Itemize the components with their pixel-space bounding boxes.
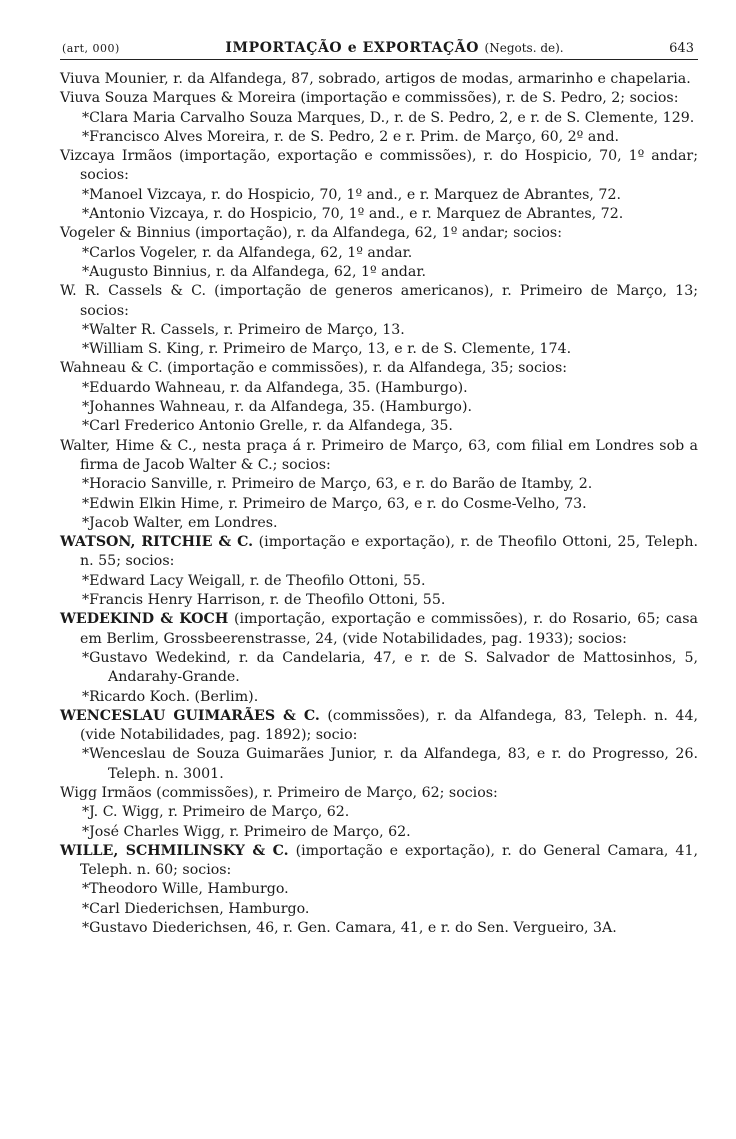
firm-details: (importação e commissões), r. de S. Pedro, 2; socios: [295,90,679,107]
partner-entry [60,128,698,147]
entry-list [60,70,698,938]
firm-details: (commissões), r. da Alfandega, 83, Teleph. n. 44, (vide Notabilidades, pag. 1892); socio: [80,707,698,744]
partner-details: *Augusto Binnius, r. da Alfandega, 62, 1º andar. [82,263,427,280]
firm-entry [60,359,698,378]
partner-entry [60,109,698,128]
partner-entry [60,244,698,263]
page-header [60,40,698,60]
partner-entry [60,880,698,899]
partner-entry [60,186,698,205]
partner-details: *Edwin Elkin Hime, r. Primeiro de Março, 63, e r. do Cosme-Velho, 73. [82,495,587,512]
firm-details: (importação e commissões), r. da Alfandega, 35; socios: [162,360,568,377]
partner-details: *Carl Diederichsen, Hamburgo. [82,900,310,917]
firm-entry [60,533,698,572]
firm-details: r. da Alfandega, 87, sobrado, artigos de modas, armarinho e chapelaria. [168,71,691,87]
firm-name: Viuva Souza Marques & Moreira [60,90,296,107]
partner-details: *Gustavo Wedekind, r. da Candelaria, 47, e r. de S. Salvador de Mattosinhos, 5, Andarahy-Grande. [82,649,698,686]
title-subtitle: (Negots. de). [484,41,564,55]
partner-entry [60,823,698,842]
page-number: 643 [669,41,694,56]
firm-name: Wigg Irmãos [60,784,152,801]
partner-entry [60,340,698,359]
partner-details: *William S. King, r. Primeiro de Março, 13, e r. de S. Clemente, 174. [82,341,572,358]
firm-details: (importação, exportação e commissões), r. do Rosario, 65; casa em Berlim, Grossbeerenstrasse, 24, (vide Notabilidades, pag. 1933); socios: [80,611,698,647]
header-left-label: (art, 000) [62,42,120,55]
partner-entry [60,321,698,340]
partner-details: *Francis Henry Harrison, r. de Theofilo Ottoni, 55. [82,592,446,609]
partner-entry [60,379,698,398]
partner-entry [60,263,698,282]
partner-details: *Theodoro Wille, Hamburgo. [82,881,289,898]
partner-details: *Carl Frederico Antonio Grelle, r. da Alfandega, 35. [82,418,453,435]
firm-entry [60,282,698,321]
partner-details: *Clara Maria Carvalho Souza Marques, D., r. de S. Pedro, 2, e r. de S. Clemente, 129. [82,109,695,126]
firm-entry [60,610,698,649]
partner-details: *Antonio Vizcaya, r. do Hospicio, 70, 1º and., e r. Marquez de Abrantes, 72. [82,206,624,223]
firm-entry [60,437,698,476]
partner-details: *Edward Lacy Weigall, r. de Theofilo Ottoni, 55. [82,572,426,589]
firm-entry [60,224,698,243]
firm-details: nesta praça á r. Primeiro de Março, 63, com filial em Londres sob a firma de Jacob Walter & C.; socios: [80,437,698,473]
firm-entry [60,784,698,803]
partner-entry [60,495,698,514]
partner-details: *José Charles Wigg, r. Primeiro de Março, 62. [82,823,411,840]
firm-details: (importação), r. da Alfandega, 62, 1º andar; socios: [190,225,562,242]
firm-name: Walter, Hime & C., [60,437,197,454]
firm-name: Vogeler & Binnius [60,225,191,242]
partner-details: *Johannes Wahneau, r. da Alfandega, 35. (Hamburgo). [82,399,472,416]
firm-details: (importação, exportação e commissões), r. do Hospicio, 70, 1º andar; socios: [80,148,698,184]
partner-details: *Gustavo Diederichsen, 46, r. Gen. Camara, 41, e r. do Sen. Vergueiro, 3A. [82,920,617,937]
partner-entry [60,591,698,610]
partner-entry [60,205,698,224]
firm-name: Vizcaya Irmãos [60,148,172,165]
firm-name: W. R. Cassels & C. [60,283,207,300]
firm-name: WILLE, SCHMILINSKY & C. [60,842,289,859]
partner-entry [60,475,698,494]
partner-entry [60,803,698,822]
firm-name: Wahneau & C. [60,360,163,377]
firm-details: (importação de generos americanos), r. Primeiro de Março, 13; socios: [80,283,698,319]
partner-entry [60,417,698,436]
partner-details: *Carlos Vogeler, r. da Alfandega, 62, 1º andar. [82,244,413,261]
partner-details: *Francisco Alves Moreira, r. de S. Pedro, 2 e r. Prim. de Março, 60, 2º and. [82,128,620,145]
firm-name: WATSON, RITCHIE & C. [60,534,254,551]
partner-details: *Wenceslau de Souza Guimarães Junior, r. da Alfandega, 83, e r. do Progresso, 26. Teleph. n. 3001. [82,746,698,782]
partner-details: *Eduardo Wahneau, r. da Alfandega, 35. (Hamburgo). [82,379,468,396]
partner-entry [60,398,698,417]
partner-entry [60,900,698,919]
partner-entry [60,688,698,707]
partner-details: *Walter R. Cassels, r. Primeiro de Março, 13. [82,321,405,338]
firm-entry [60,147,698,186]
firm-entry [60,707,698,746]
partner-details: *Jacob Walter, em Londres. [82,514,278,531]
partner-entry [60,649,698,688]
partner-entry [60,745,698,784]
firm-name: Viuva Mounier, [60,71,169,87]
title-text: IMPORTAÇÃO e EXPORTAÇÃO [225,40,480,56]
partner-entry [60,919,698,938]
page-title [225,40,563,56]
partner-details: *Manoel Vizcaya, r. do Hospicio, 70, 1º and., e r. Marquez de Abrantes, 72. [82,186,621,203]
firm-details: (importação e exportação), r. de Theofilo Ottoni, 25, Teleph. n. 55; socios: [80,534,698,570]
firm-entry [60,89,698,108]
partner-entry [60,572,698,591]
partner-entry [60,514,698,533]
firm-entry [60,842,698,881]
partner-details: *Ricardo Koch. (Berlim). [82,688,259,705]
firm-name: WENCESLAU GUIMARÃES & C. [60,707,320,724]
firm-details: (commissões), r. Primeiro de Março, 62; socios: [151,784,498,801]
partner-details: *Horacio Sanville, r. Primeiro de Março, 63, e r. do Barão de Itamby, 2. [82,476,593,493]
firm-details: (importação e exportação), r. do General Camara, 41, Teleph. n. 60; socios: [80,842,698,879]
firm-name: WEDEKIND & KOCH [60,611,229,628]
partner-details: *J. C. Wigg, r. Primeiro de Março, 62. [82,804,350,821]
firm-entry [60,70,698,89]
